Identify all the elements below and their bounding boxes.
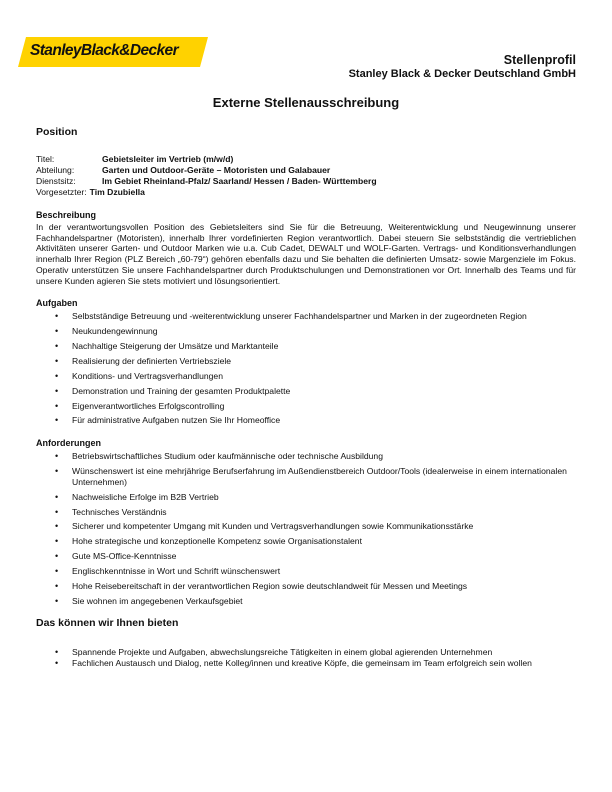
- list-item-text: Hohe Reisebereitschaft in der verantwortlichen Region sowie deutschlandweit für Messen und Meetings: [72, 580, 468, 591]
- aufgaben-list: [36, 311, 576, 426]
- info-value: Gebietsleiter im Vertrieb (m/w/d): [102, 154, 234, 164]
- list-item: [36, 566, 576, 577]
- list-item-text: Spannende Projekte und Aufgaben, abwechslungsreiche Tätigkeiten in einem global agierenden Unternehmen: [72, 646, 493, 657]
- info-value: Garten und Outdoor-Geräte – Motoristen und Galabauer: [102, 165, 331, 175]
- bullet-icon: •: [55, 595, 59, 606]
- list-item-text: Technisches Verständnis: [72, 506, 167, 517]
- list-item-text: Realisierung der definierten Vertriebsziele: [72, 355, 232, 366]
- list-item-text: Sie wohnen im angegebenen Verkaufsgebiet: [72, 595, 243, 606]
- info-label: Titel:: [36, 154, 55, 164]
- info-label: Abteilung:: [36, 165, 75, 175]
- bullet-icon: •: [55, 355, 59, 366]
- list-item: [36, 371, 576, 382]
- document-title: Externe Stellenausschreibung: [212, 95, 400, 110]
- list-item: [36, 326, 576, 337]
- list-item-text: Nachweisliche Erfolge im B2B Vertrieb: [72, 491, 219, 502]
- profile-title: Stellenprofil: [503, 53, 576, 67]
- list-item-text: Neukundengewinnung: [72, 326, 158, 337]
- bullet-icon: •: [55, 466, 59, 477]
- list-item-text: Gute MS-Office-Kenntnisse: [72, 551, 177, 562]
- bullet-icon: •: [55, 370, 59, 381]
- bullet-icon: •: [55, 646, 59, 657]
- angebot-list: [36, 647, 576, 669]
- bullet-icon: •: [55, 657, 59, 668]
- document-body: [36, 126, 576, 669]
- list-item: [36, 492, 576, 503]
- list-item: [36, 401, 576, 412]
- list-item: [36, 521, 576, 532]
- position-row-title: [36, 154, 576, 165]
- info-value: Im Gebiet Rheinland-Pfalz/ Saarland/ Hessen / Baden- Württemberg: [102, 176, 377, 186]
- list-item: [36, 658, 576, 669]
- list-item-text: Konditions- und Vertragsverhandlungen: [72, 370, 223, 381]
- list-item-text: Eigenverantwortliches Erfolgscontrolling: [72, 400, 225, 411]
- list-item: [36, 451, 576, 462]
- anforderungen-heading: Anforderungen: [36, 438, 101, 449]
- list-item: [36, 386, 576, 397]
- list-item-text: Betriebswirtschaftliches Studium oder kaufmännische oder technische Ausbildung: [72, 451, 383, 462]
- company-logo: [18, 37, 208, 67]
- list-item-text: Englischkenntnisse in Wort und Schrift wünschenswert: [72, 566, 281, 577]
- list-item: [36, 415, 576, 426]
- position-row-location: [36, 176, 576, 187]
- list-item: [36, 647, 576, 658]
- logo-text: StanleyBlack&Decker: [30, 42, 178, 59]
- list-item-text: Nachhaltige Steigerung der Umsätze und Marktanteile: [72, 341, 279, 351]
- list-item: [36, 581, 576, 592]
- bullet-icon: •: [55, 521, 59, 532]
- position-info: [36, 154, 576, 198]
- list-item-text: Sicherer und kompetenter Umgang mit Kunden und Vertragsverhandlungen sowie Kommunikationsstärke: [72, 521, 474, 532]
- list-item: [36, 311, 576, 322]
- aufgaben-heading: Aufgaben: [36, 298, 78, 309]
- bullet-icon: •: [55, 566, 59, 577]
- info-label: Dienstsitz:: [36, 176, 76, 186]
- list-item: [36, 596, 576, 607]
- angebot-heading: Das können wir Ihnen bieten: [36, 616, 179, 629]
- bullet-icon: •: [55, 341, 59, 351]
- bullet-icon: •: [55, 551, 59, 562]
- bullet-icon: •: [55, 311, 59, 322]
- list-item-text: Hohe strategische und konzeptionelle Kompetenz sowie Organisationstalent: [72, 536, 362, 547]
- bullet-icon: •: [55, 400, 59, 411]
- list-item: [36, 507, 576, 518]
- list-item: [36, 356, 576, 367]
- list-item: [36, 551, 576, 562]
- list-item-text: Fachlichen Austausch und Dialog, nette Kolleg/innen und kreative Köpfe, die gemeinsam im Team erfolgreich sein wollen: [72, 657, 532, 668]
- bullet-icon: •: [55, 536, 59, 547]
- info-label: Vorgesetzter:: [36, 187, 87, 197]
- position-row-supervisor: [36, 187, 576, 198]
- bullet-icon: •: [55, 415, 59, 426]
- bullet-icon: •: [55, 326, 59, 337]
- list-item-text: Für administrative Aufgaben nutzen Sie Ihr Homeoffice: [72, 415, 281, 426]
- list-item: [36, 466, 576, 487]
- beschreibung-heading: Beschreibung: [36, 210, 97, 220]
- bullet-icon: •: [55, 506, 59, 517]
- bullet-icon: •: [55, 491, 59, 502]
- list-item: [36, 341, 576, 352]
- list-item-text: Selbstständige Betreuung und -weiterentwicklung unserer Fachhandelspartner und Marken in der zugeordneten Region: [72, 311, 527, 322]
- position-heading: Position: [36, 126, 78, 138]
- info-value: Tim Dzubiella: [89, 187, 145, 197]
- list-item-text: Wünschenswert ist eine mehrjährige Berufserfahrung im Außendienstbereich Outdoor/Tools (idealerweise in einem internationalen Unternehmen): [72, 466, 567, 487]
- list-item-text: Demonstration und Training der gesamten Produktpalette: [72, 385, 291, 396]
- beschreibung-text: In der verantwortungsvollen Position des Gebietsleiters sind Sie für die Betreuung, Weiterentwicklung und Neugewinnung unserer Fachhandelspartner (Motoristen), innerhalb Ihrer vordefinierten Region verantwortlich. Dabei steuern Sie selbstständig die vertrieblichen Aktivitäten unserer Garten- und Outdoor Marken wie u.a. Cub Cadet, DEWALT und WOLF-Garten. Vertrags- und Konditionsverhandlungen innerhalb Ihrer Region (PLZ Bereich „60-79“) gehören ebenfalls dazu und Sie behalten die definierten Umsatz- sowie Margenziele im Fokus. Operativ unterstützen Sie unsere Fachhandelspartner durch Produktschulungen und Demonstrationen vor Ort. Innerhalb des Teams und für unsere Kunden agieren Sie stets motiviert und lösungsorientiert.: [36, 222, 576, 286]
- bullet-icon: •: [55, 580, 59, 591]
- list-item: [36, 536, 576, 547]
- company-name: Stanley Black & Decker Deutschland GmbH: [348, 68, 576, 80]
- bullet-icon: •: [55, 385, 59, 396]
- position-row-department: [36, 165, 576, 176]
- bullet-icon: •: [55, 451, 59, 462]
- anforderungen-list: [36, 451, 576, 606]
